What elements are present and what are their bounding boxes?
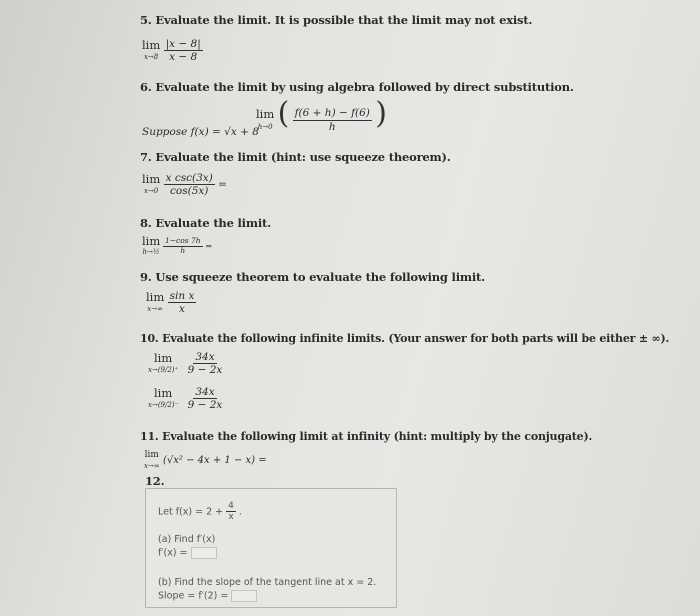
q9-numerator: sin x — [169, 290, 195, 302]
q12-part-a-input[interactable] — [191, 547, 217, 559]
q5-denominator: x − 8 — [169, 51, 198, 64]
q7-prompt: 7. Evaluate the limit (hint: use squeeze theorem). — [140, 150, 451, 164]
q10-limit-b — [148, 386, 224, 411]
q9-lim-subscript: x→∞ — [147, 305, 163, 314]
q12-part-b-answer-label: Slope = f′(2) = — [158, 590, 229, 602]
q12-part-a-answer-label: f′(x) = — [158, 547, 188, 559]
q7-lim-word: lim — [142, 171, 161, 186]
q10-prompt: 10. Evaluate the following infinite limits. (Your answer for both parts will be either ± ∞). — [140, 332, 670, 345]
q12-let-period: . — [238, 506, 242, 518]
q10b-lim-subscript: x→(9/2)⁻ — [148, 401, 179, 410]
q6-lim-word: lim — [256, 107, 275, 121]
q9-limit-expression — [146, 290, 196, 315]
q10b-numerator: 34x — [195, 386, 215, 398]
q11-lim-word: lim — [144, 450, 159, 460]
q12-part-b-row — [158, 590, 257, 602]
q9-prompt: 9. Use squeeze theorem to evaluate the following limit. — [140, 270, 485, 284]
q8-limit-expression — [142, 236, 212, 256]
q6-open-paren: ( — [277, 96, 290, 131]
q11-expression: (√x² − 4x + 1 − x) = — [163, 454, 267, 466]
q8-numerator: 1−cos 7h — [164, 235, 201, 245]
q7-equals: = — [218, 178, 227, 191]
q9-lim-word: lim — [146, 289, 165, 304]
q12-prompt: 12. — [145, 474, 165, 488]
q6-lim-subscript: h→0 — [257, 122, 273, 131]
q11-limit-expression — [144, 449, 267, 471]
q8-lim-subscript: h→½ — [142, 247, 160, 256]
q6-suppose: Suppose f(x) = √x + 8 — [142, 126, 259, 138]
q12-part-a-label: (a) Find f′(x) — [158, 534, 216, 545]
q10a-denominator: 9 − 2x — [187, 364, 223, 377]
q6-numerator: f(6 + h) − f(6) — [294, 107, 370, 120]
q7-limit-expression — [142, 172, 227, 197]
q5-prompt: 5. Evaluate the limit. It is possible that the limit may not exist. — [140, 13, 533, 27]
q10a-lim-word: lim — [153, 350, 173, 365]
q6-limit-expression — [256, 96, 387, 133]
q8-prompt: 8. Evaluate the limit. — [140, 216, 271, 230]
q12-function-definition — [158, 501, 242, 523]
q12-let-text: Let f(x) = 2 + — [158, 506, 227, 518]
q10a-lim-subscript: x→(9/2)⁺ — [148, 366, 179, 375]
q7-numerator: x csc(3x) — [165, 172, 213, 184]
q5-limit-expression — [142, 38, 203, 63]
q12-part-b-label: (b) Find the slope of the tangent line at x = 2. — [158, 577, 377, 588]
q6-prompt: 6. Evaluate the limit by using algebra followed by direct substitution. — [140, 80, 574, 94]
q11-lim-subscript: x→∞ — [144, 462, 160, 470]
q5-lim-word: lim — [142, 37, 161, 52]
q7-lim-subscript: x→0 — [143, 187, 159, 196]
q10a-numerator: 34x — [195, 351, 215, 363]
q11-prompt: 11. Evaluate the following limit at infinity (hint: multiply by the conjugate). — [140, 430, 593, 443]
q10-limit-a — [148, 351, 224, 376]
q6-denominator: h — [328, 120, 336, 133]
q12-answer-box — [145, 488, 397, 608]
q7-denominator: cos(5x) — [170, 185, 209, 198]
q8-denominator: h — [180, 245, 186, 255]
q12-part-b-input[interactable] — [231, 590, 257, 602]
q12-let-numerator: 4 — [228, 501, 234, 511]
q8-lim-word: lim — [142, 234, 161, 248]
q5-lim-subscript: x→8 — [143, 53, 159, 62]
q6-close-paren: ) — [375, 96, 387, 131]
q9-denominator: x — [179, 303, 185, 316]
q10b-denominator: 9 − 2x — [187, 399, 223, 412]
q10b-lim-word: lim — [153, 385, 173, 400]
q5-numerator: |x − 8| — [165, 38, 201, 50]
q8-equals: = — [205, 241, 213, 252]
q12-let-denominator: x — [228, 512, 234, 523]
q12-part-a-row — [158, 547, 217, 559]
